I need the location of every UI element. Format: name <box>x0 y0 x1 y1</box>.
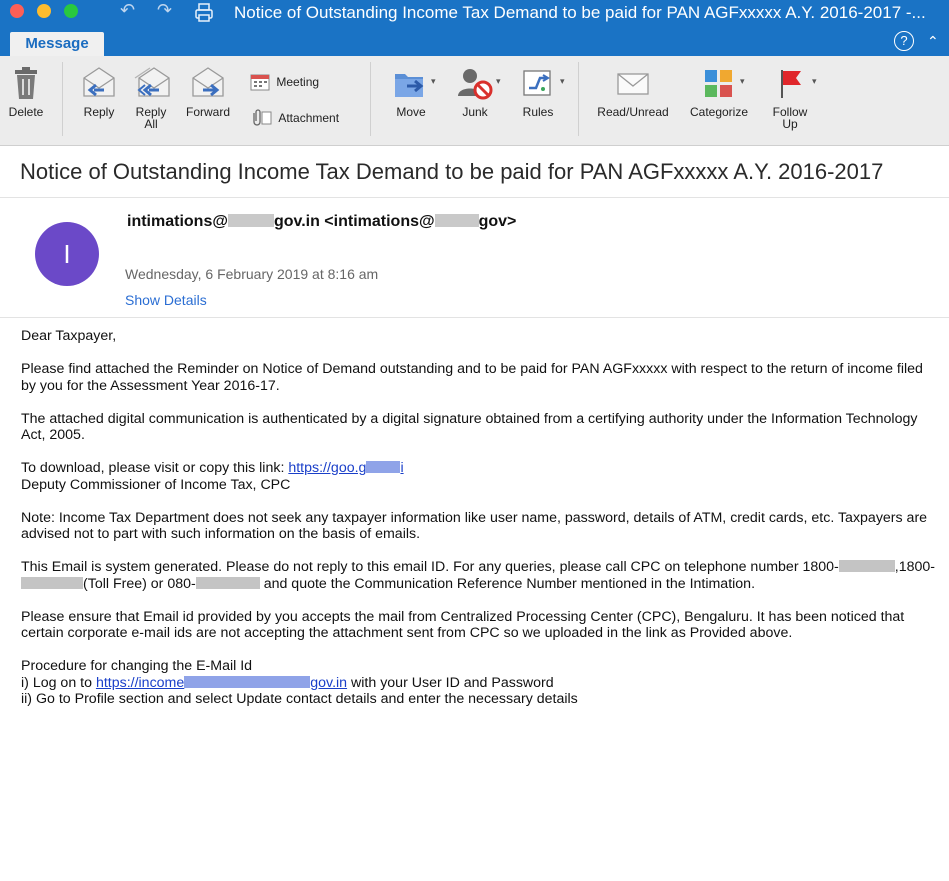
greeting: Dear Taxpayer, <box>21 328 117 344</box>
signature: Deputy Commissioner of Income Tax, CPC <box>21 476 291 493</box>
paragraph: Please ensure that Email id provided by you accepts the mail from Centralized Processing Center (CPC), Bengaluru. It has been noticed that certain corporate e-mail ids are not accepting the attachment sent from CPC so we uploaded in the link as Provided above. <box>21 608 905 641</box>
ribbon-separator <box>62 62 63 136</box>
paragraph: The attached digital communication is authenticated by a digital signature obtained from a certifying authority under the Information Technology Act, 2005. <box>21 410 918 443</box>
print-icon[interactable] <box>195 3 213 23</box>
show-details-link[interactable]: Show Details <box>125 292 207 308</box>
zoom-window-button[interactable] <box>64 4 78 18</box>
calendar-icon <box>250 73 270 91</box>
download-link[interactable] <box>288 460 403 476</box>
folder-move-icon <box>393 66 429 100</box>
paragraph-text: and quote the Communication Reference Number mentioned in the Intimation. <box>259 575 756 592</box>
meeting-button[interactable] <box>250 73 340 91</box>
rules-label: Rules <box>522 105 554 119</box>
procedure <box>21 658 941 708</box>
attachment-button[interactable] <box>250 109 360 127</box>
block-sender-icon <box>456 66 494 100</box>
ribbon-separator <box>578 62 579 136</box>
categorize-button[interactable] <box>681 66 757 118</box>
meeting-label: Meeting <box>276 75 320 89</box>
follow-up-label-1: Follow <box>772 105 808 119</box>
paragraph-text: To download, please visit or copy this link: <box>21 460 289 476</box>
reply-all-button[interactable] <box>128 66 174 130</box>
procedure-title: Procedure for changing the E-Mail Id <box>21 658 253 674</box>
read-unread-button[interactable] <box>591 66 675 118</box>
rules-icon <box>521 66 555 100</box>
follow-up-dropdown-icon[interactable]: ▾ <box>812 76 817 86</box>
trash-icon <box>11 66 41 100</box>
divider <box>0 317 949 318</box>
sender-address <box>127 213 516 231</box>
categorize-icon <box>702 66 736 100</box>
paragraph-text: ,1800- <box>894 559 936 575</box>
attachment-label: Attachment <box>278 111 340 125</box>
message-subject: Notice of Outstanding Income Tax Demand to be paid for PAN AGFxxxxx A.Y. 2016-2017 <box>20 159 884 184</box>
move-button[interactable] <box>385 66 437 118</box>
reply-button[interactable] <box>76 66 122 118</box>
procedure-step: with your User ID and Password <box>347 674 554 691</box>
divider <box>0 197 949 198</box>
message-body <box>21 328 941 724</box>
paragraph-text: (Toll Free) or 080- <box>83 575 196 592</box>
download-paragraph <box>21 460 941 493</box>
ribbon-toolbar <box>0 56 949 146</box>
procedure-step: i) Log on to <box>21 674 96 691</box>
reply-label: Reply <box>83 105 115 119</box>
undo-icon[interactable]: ↶ <box>120 0 136 20</box>
paperclip-icon <box>250 109 272 127</box>
junk-label: Junk <box>462 105 488 119</box>
reply-all-label-1: Reply <box>135 105 167 119</box>
title-bar <box>0 0 949 31</box>
junk-dropdown-icon[interactable]: ▾ <box>496 76 501 86</box>
redacted-block <box>839 560 895 572</box>
redacted-block <box>21 577 83 589</box>
link-text: i <box>400 460 404 476</box>
ribbon-tab-row <box>0 31 949 56</box>
sender-text: intimations@ <box>127 213 228 230</box>
avatar: I <box>35 222 99 286</box>
link-text: https://income <box>95 674 185 691</box>
move-label: Move <box>396 105 426 119</box>
reply-all-label-2: All <box>144 117 158 131</box>
delete-label: Delete <box>8 105 44 119</box>
message-date: Wednesday, 6 February 2019 at 8:16 am <box>125 266 379 282</box>
paragraph-text: This Email is system generated. Please do not reply to this email ID. For any queries, please call CPC on telephone number 1800- <box>21 559 839 575</box>
junk-button[interactable] <box>449 66 501 118</box>
minimize-window-button[interactable] <box>37 4 51 18</box>
paragraph: Note: Income Tax Department does not seek any taxpayer information like user name, password, details of ATM, credit cards, etc. Taxpayers are advised not to part with such information on the basis of emails. <box>21 509 928 542</box>
help-icon[interactable]: ? <box>894 31 914 51</box>
categorize-dropdown-icon[interactable]: ▾ <box>740 76 745 86</box>
collapse-ribbon-icon[interactable]: ⌃ <box>927 33 939 49</box>
paragraph: Please find attached the Reminder on Notice of Demand outstanding and to be paid for PAN AGFxxxxx with respect to the return of income filed by you for the Assessment Year 2016-17. <box>21 361 923 394</box>
move-dropdown-icon[interactable]: ▾ <box>431 76 436 86</box>
forward-button[interactable] <box>180 66 236 118</box>
sender-text: gov> <box>478 213 517 230</box>
forward-label: Forward <box>185 105 230 119</box>
redacted-block <box>184 676 310 688</box>
ribbon-separator <box>370 62 371 136</box>
redacted-block <box>196 577 260 589</box>
redacted-block <box>366 461 400 473</box>
redacted-block <box>228 214 274 227</box>
flag-icon <box>775 66 805 100</box>
window-title: Notice of Outstanding Income Tax Demand to be paid for PAN AGFxxxxx A.Y. 2016-2017 -... <box>234 3 926 22</box>
contact-paragraph <box>21 559 941 592</box>
follow-up-label-2: Up <box>782 117 798 131</box>
tab-message[interactable]: Message <box>10 32 104 56</box>
reply-all-icon <box>131 66 171 100</box>
read-unread-label: Read/Unread <box>597 105 669 119</box>
forward-icon <box>189 66 227 100</box>
redacted-block <box>435 214 479 227</box>
rules-button[interactable] <box>512 66 564 118</box>
procedure-step: ii) Go to Profile section and select Update contact details and enter the necessary details <box>21 691 578 707</box>
link-text: gov.in <box>310 674 348 691</box>
close-window-button[interactable] <box>10 4 24 18</box>
portal-link[interactable] <box>96 675 347 691</box>
envelope-icon <box>615 66 651 100</box>
categorize-label: Categorize <box>689 105 749 119</box>
reply-icon <box>80 66 118 100</box>
rules-dropdown-icon[interactable]: ▾ <box>560 76 565 86</box>
redo-icon[interactable]: ↷ <box>157 0 173 20</box>
follow-up-button[interactable] <box>764 66 816 130</box>
link-text: https://goo.g <box>288 460 367 476</box>
delete-button[interactable] <box>4 66 48 118</box>
sender-text: gov.in <intimations@ <box>273 213 435 230</box>
